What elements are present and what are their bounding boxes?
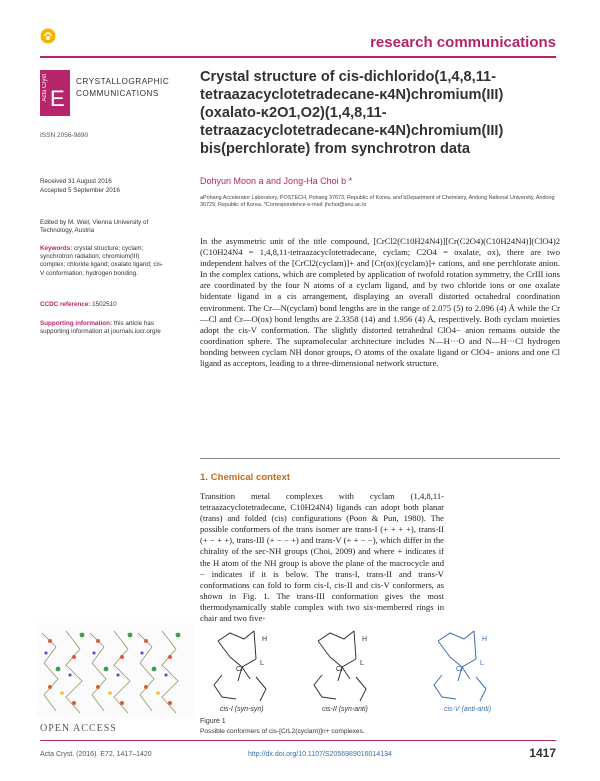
affiliations: aPohang Accelerator Laboratory, POSTECH, Pohang 37673, Republic of Korea, and bDepartment of Chemistry, Andong National University, Andong 36729, Republic of Korea. *Correspondence e-mail: jhchoi@anu.ac.kr xyxy=(200,195,555,209)
keywords-label: Keywords: xyxy=(40,245,73,252)
accepted-date: Accepted 5 September 2016 xyxy=(40,187,120,194)
journal-name-line2: COMMUNICATIONS xyxy=(76,89,159,98)
authors: Dohyun Moon a and Jong-Ha Choi b * xyxy=(200,176,353,186)
cr-atom-2: Cr xyxy=(336,666,344,673)
abstract-divider xyxy=(200,458,560,459)
journal-logo xyxy=(40,70,70,116)
keywords-block xyxy=(40,245,165,278)
cr-atom-3: Cr xyxy=(456,666,464,673)
supporting-text[interactable]: this article has supporting information at journals.iucr.org/e xyxy=(40,320,161,336)
journal-name-line1: CRYSTALLOGRAPHIC xyxy=(76,77,170,86)
journal-logo-vertical-text: Acta Cryst xyxy=(42,74,48,102)
ccdc-block xyxy=(40,301,165,309)
article-title: Crystal structure of cis-dichlorido(1,4,8,11-tetraazacyclotetradecane-κ4N)chromium(III) (oxalato-κ2O1,O2)(1,4,8,11-tetraazacyclotetradecane-κ4N)chromium(III) bis(perchlorate) from synchrotron data xyxy=(200,69,504,157)
crystal-packing-image xyxy=(36,623,194,717)
l-ligand-2: L xyxy=(360,660,364,667)
page-number: 1417 xyxy=(529,746,556,760)
label-cis-I: cis-I (syn-syn) xyxy=(220,706,264,713)
received-date: Received 31 August 2016 xyxy=(40,178,112,185)
footer-doi-link[interactable]: http://dx.doi.org/10.1107/S2056989016014134 xyxy=(248,751,392,758)
h-atom-2: H xyxy=(362,636,368,643)
open-access-lock-icon xyxy=(40,28,56,44)
header-divider xyxy=(40,56,556,58)
label-cis-II: cis-II (syn-anti) xyxy=(322,706,368,713)
journal-logo-letter: E xyxy=(50,86,65,111)
footer-citation: Acta Cryst. (2016). E72, 1417–1420 xyxy=(40,751,152,758)
edited-by: Edited by M. Weil, Vienna University of Technology, Austria xyxy=(40,219,149,235)
ccdc-reference[interactable]: 1502510 xyxy=(92,301,117,308)
supporting-label: Supporting information: xyxy=(40,320,113,327)
keywords-text: crystal structure; cyclam; synchrotron radiation; chromium(III) complex; chloride ligand; oxalato ligand; cis-V conformation; hydrogen bonding. xyxy=(40,245,164,277)
section-heading: 1. Chemical context xyxy=(200,472,291,483)
figure-caption: Possible conformers of cis-[CrL2(cyclam)]n+ complexes. xyxy=(200,728,365,735)
section-title: research communications xyxy=(370,34,556,51)
journal-name xyxy=(76,76,169,100)
h-atom-1: H xyxy=(262,636,268,643)
body-text: Transition metal complexes with cyclam (1,4,8,11-tetraazacyclotetradecane, C10H24N4) ligands can adopt both planar (trans) and folded (cis) configurations (Poon & Pun, 1980). The possible conformers of the trans isomer are trans-I (+ + + +), trans-II (+ − + +), trans-III (+ − − +) and trans-V (+ + − −), which differ in the chirality of the sec-NH groups (Choi, 2009) and where + indicates if the H atom of the NH group is above the plane of the macrocycle and − indicates if it is below. The trans-I, trans-II and trans-V conformations can fold to form cis-I, cis-II and cis-V conformers, as shown in Fig. 1. The trans-III conformation gives the most thermodynamically stable complex with two six-membered rings in chair and two five- xyxy=(200,491,444,624)
figure-title: Figure 1 xyxy=(200,718,226,725)
open-access-label: OPEN ACCESS xyxy=(40,723,117,734)
footer-divider xyxy=(40,740,556,741)
l-ligand-3: L xyxy=(480,660,484,667)
figure-1-conformers xyxy=(200,627,561,713)
cr-atom-1: Cr xyxy=(236,666,244,673)
abstract: In the asymmetric unit of the title compound, [CrCl2(C10H24N4)][Cr(C2O4)(C10H24N4)](ClO4)2 (C10H24N4 = 1,4,8,11-tetraazacyclotetradecane, cyclam; C2O4 = oxalate, ox), there are two independent halves of the [CrCl2(cyclam)]+ and [Cr(ox)(cyclam)]+ cations, and one perchlorate anion. In the complex cations, which are completed by application of twofold rotation symmetry, the CrIII ions are coordinated by the four N atoms of a cyclam ligand, and by two chloride ions or one oxalate bidentate ligand in a cis arrangement, displaying an overall distorted octahedral coordination environment. The Cr—N(cyclam) bond lengths are in the range of 2.075 (5) to 2.096 (4) Å while the Cr—Cl and Cr—O(ox) bond lengths are 2.3358 (14) and 1.956 (4) Å, respectively. Both cyclam moieties adopt the cis-V conformation. The slightly distorted tetrahedral ClO4− anion remains outside the coordination sphere. The supramolecular architecture includes N—H···O and N—H···Cl hydrogen bonding between cyclam NH donor groups, O atoms of the oxalate ligand or ClO4− anions and one Cl ligand as acceptors, leading to a three-dimensional network structure. xyxy=(200,236,560,369)
h-atom-3: H xyxy=(482,636,488,643)
issn: ISSN 2056-9890 xyxy=(40,132,89,139)
label-cis-V: cis-V (anti-anti) xyxy=(444,706,492,713)
ccdc-label: CCDC reference: xyxy=(40,301,91,308)
supporting-info-block xyxy=(40,320,165,336)
l-ligand-1: L xyxy=(260,660,264,667)
